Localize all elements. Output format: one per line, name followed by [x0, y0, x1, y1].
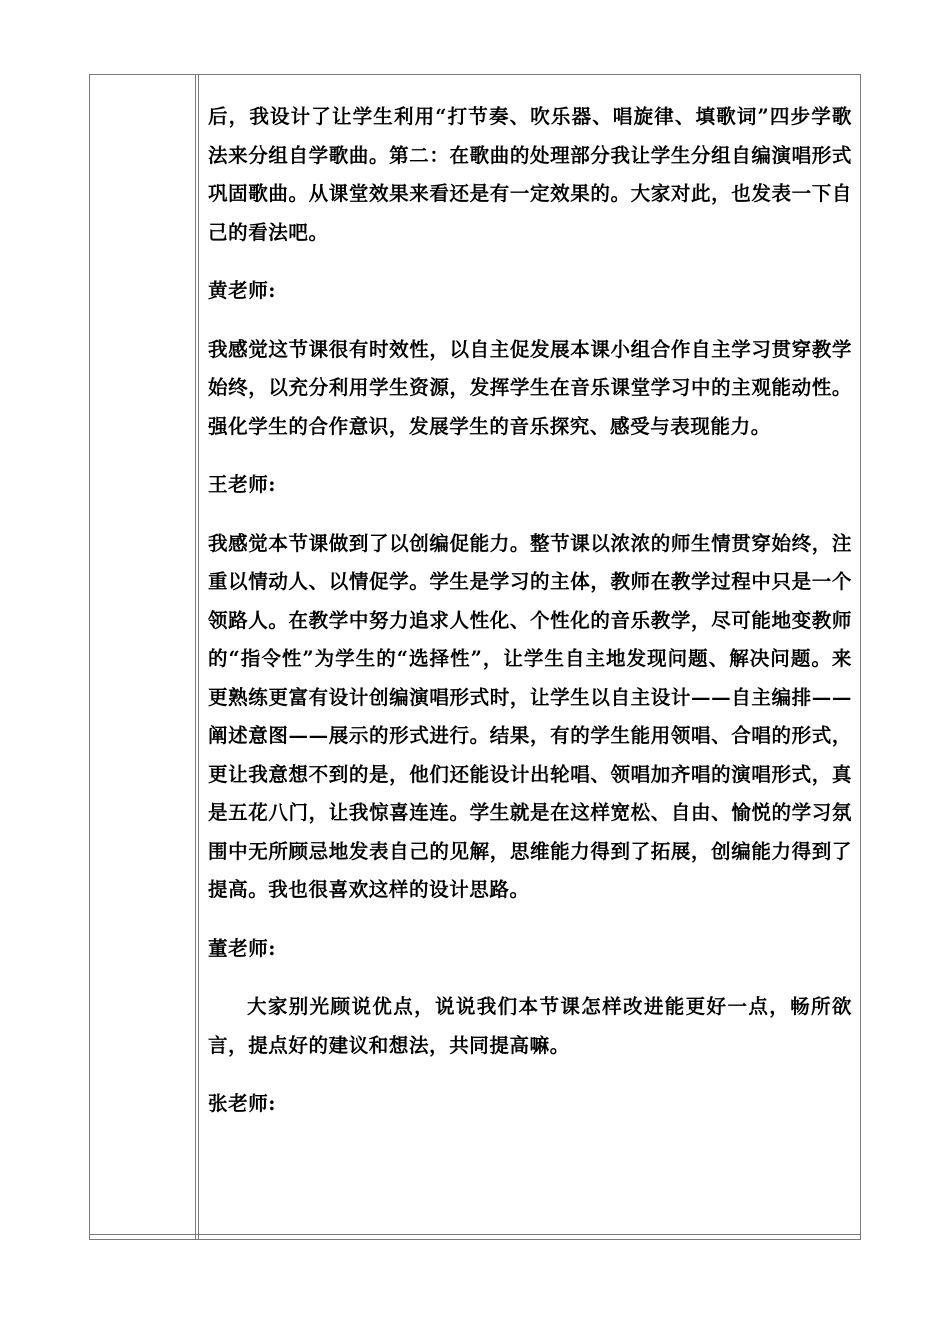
column-divider: [195, 74, 199, 1240]
speaker-dong: 董老师:: [208, 936, 277, 960]
paragraph-huang: 我感觉这节课很有时效性，以自主促发展本课小组合作自主学习贯穿教学始终，以充分利用学生资源，发挥学生在音乐课堂学习中的主观能动性。强化学生的合作意识，发展学生的音乐探究、感受与表现能力。: [208, 337, 852, 438]
speaker-huang: 黄老师:: [208, 279, 277, 302]
content-cell: [208, 98, 852, 1144]
table-bottom-rule: [89, 1234, 861, 1240]
paragraph-dong: 大家别光顾说优点，说说我们本节课怎样改进能更好一点，畅所欲言，提点好的建议和想法，共同提高嘛。: [208, 995, 852, 1057]
speaker-wang: 王老师:: [208, 473, 277, 496]
speaker-zhang: 张老师:: [208, 1092, 277, 1115]
paragraph-intro: 后，我设计了让学生利用“打节奏、吹乐器、唱旋律、填歌词”四步学歌法来分组自学歌曲。第二：在歌曲的处理部分我让学生分组自编演唱形式巩固歌曲。从课堂效果来看还是有一定效果的。大家对此，也发表一下自己的看法吧。: [208, 105, 852, 244]
paragraph-wang: 我感觉本节课做到了以创编促能力。整节课以浓浓的师生情贯穿始终，注重以情动人、以情促学。学生是学习的主体，教师在教学过程中只是一个领路人。在教学中努力追求人性化、个性化的音乐教学，尽可能地变教师的“指令性”为学生的“选择性”，让学生自主地发现问题、解决问题。来更熟练更富有设计创编演唱形式时，让学生以自主设计——自主编排——阐述意图——展示的形式进行。结果，有的学生能用领唱、合唱的形式，更让我意想不到的是，他们还能设计出轮唱、领唱加齐唱的演唱形式，真是五花八门，让我惊喜连连。学生就是在这样宽松、自由、愉悦的学习氛围中无所顾忌地发表自己的见解，思维能力得到了拓展，创编能力得到了提高。我也很喜欢这样的设计思路。: [208, 531, 852, 901]
